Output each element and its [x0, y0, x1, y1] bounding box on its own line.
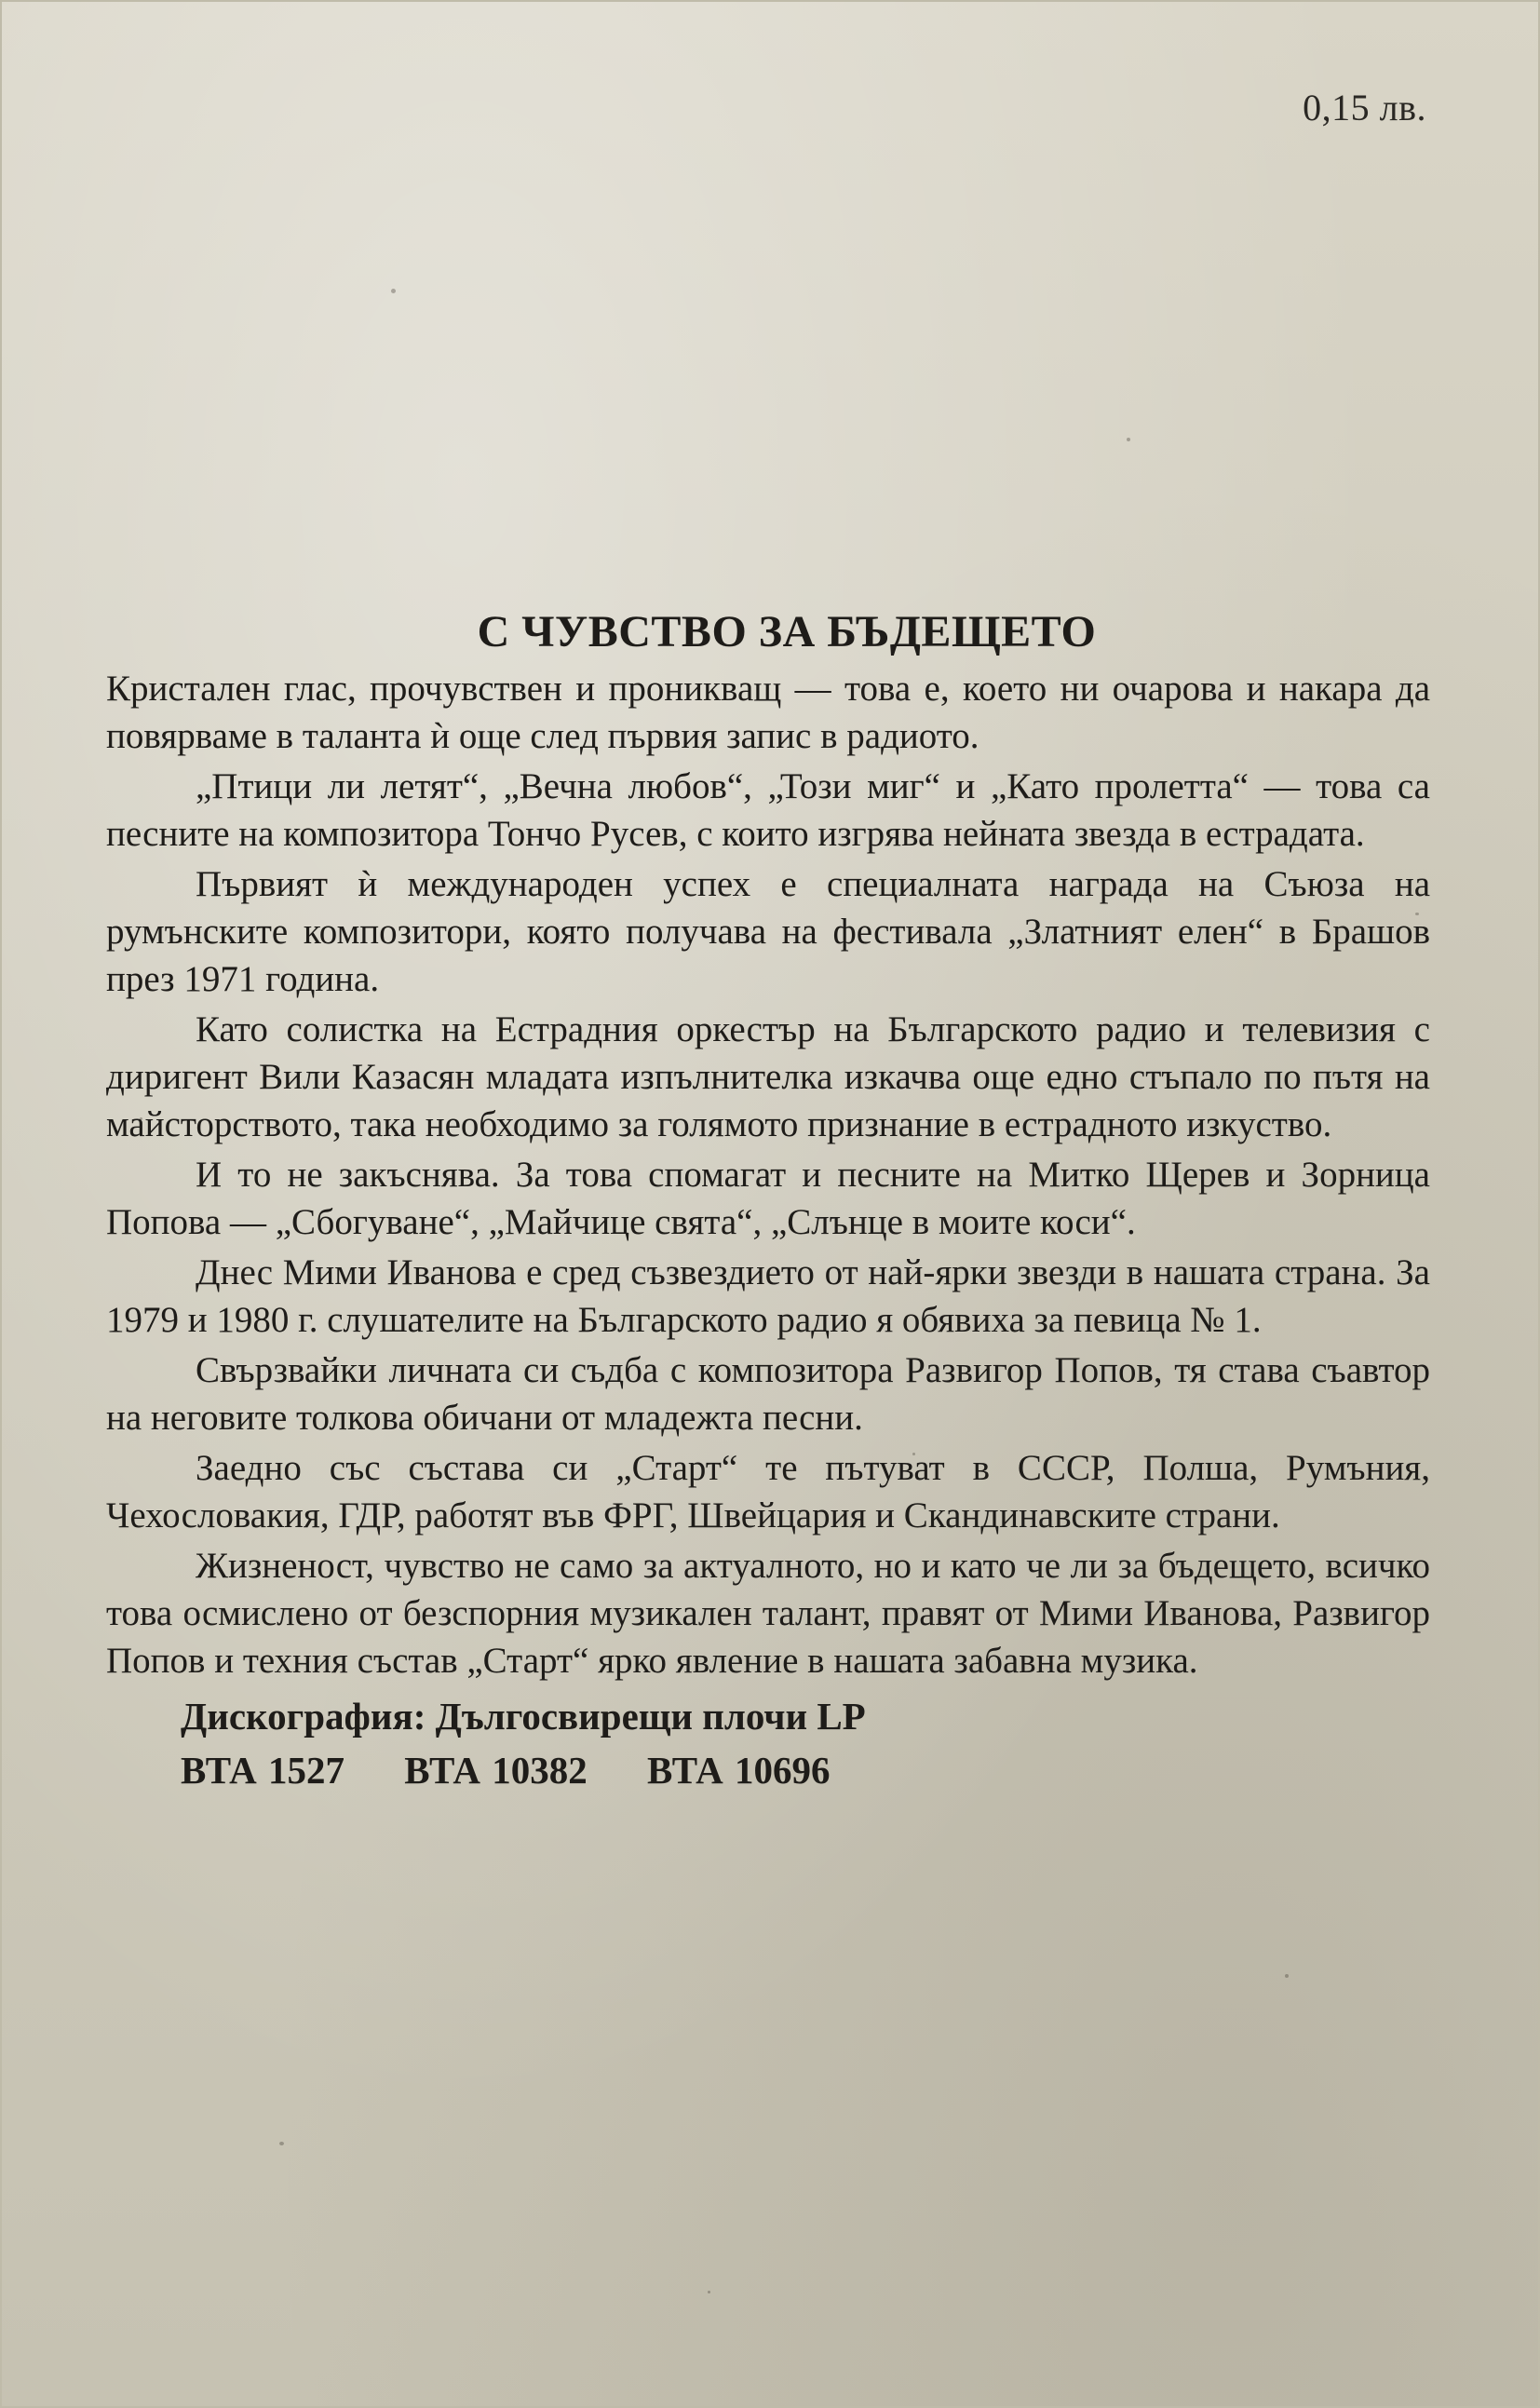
- article-paragraph: И то не закъснява. За това спомагат и песните на Митко Щерев и Зорница Попова — „Сбогуване“, „Майчице свята“, „Слънце в моите коси“.: [106, 1155, 1430, 1242]
- discography-heading: Дискография: Дългосвирещи плочи LP: [181, 1695, 866, 1738]
- paper-speck: [1285, 1974, 1289, 1978]
- catalog-number: ВТА 10382: [404, 1749, 588, 1792]
- article-paragraph: Заедно със състава си „Старт“ те пътуват в СССР, Полша, Румъния, Чехословакия, ГДР, работят във ФРГ, Швейцария и Скандинавските страни.: [106, 1448, 1430, 1535]
- discography-codes: [181, 1744, 1430, 1796]
- article-paragraph: Първият ѝ международен успех е специалната награда на Съюза на румънските композитори, която получава на фестивала „Златният елен“ в Брашов през 1971 година.: [106, 864, 1430, 999]
- paper-speck: [1127, 438, 1130, 441]
- paper-speck: [708, 2291, 710, 2293]
- paper-speck: [391, 289, 396, 293]
- catalog-number: ВТА 1527: [181, 1749, 344, 1792]
- article-paragraph: Жизненост, чувство не само за актуалното, но и като че ли за бъдещето, всичко това осмислено от безспорния музикален талант, правят от Мими Иванова, Развигор Попов и техния състав „Старт“ ярко явление в нашата забавна музика.: [106, 1546, 1430, 1681]
- article-paragraph: Днес Мими Иванова е сред съзвездието от най-ярки звезди в нашата страна. За 1979 и 1980 г. слушателите на Българското радио я обявиха за певица № 1.: [106, 1252, 1430, 1340]
- article: [106, 603, 1430, 1796]
- article-paragraph: „Птици ли летят“, „Вечна любов“, „Този миг“ и „Като пролетта“ — това са песните на композитора Тончо Русев, с които изгрява нейната звезда в естрадата.: [106, 766, 1430, 854]
- price-label: 0,15 лв.: [1303, 87, 1426, 129]
- paper-speck: [279, 2142, 284, 2145]
- article-paragraph: Свързвайки личната си съдба с композитора Развигор Попов, тя става съавтор на неговите толкова обичани от младежта песни.: [106, 1350, 1430, 1438]
- article-paragraph: Като солистка на Естрадния оркестър на Българското радио и телевизия с диригент Вили Казасян младата изпълнителка изкачва още едно стъпало по пътя на майсторството, така необходимо за голямото признание в естрадното изкуство.: [106, 1009, 1430, 1144]
- catalog-number: ВТА 10696: [646, 1749, 831, 1792]
- article-title: С ЧУВСТВО ЗА БЪДЕЩЕТО: [477, 607, 1097, 656]
- article-paragraph: Кристален глас, прочувствен и проникващ — това е, което ни очарова и накара да повярваме в таланта ѝ още след първия запис в радиото.: [106, 669, 1430, 756]
